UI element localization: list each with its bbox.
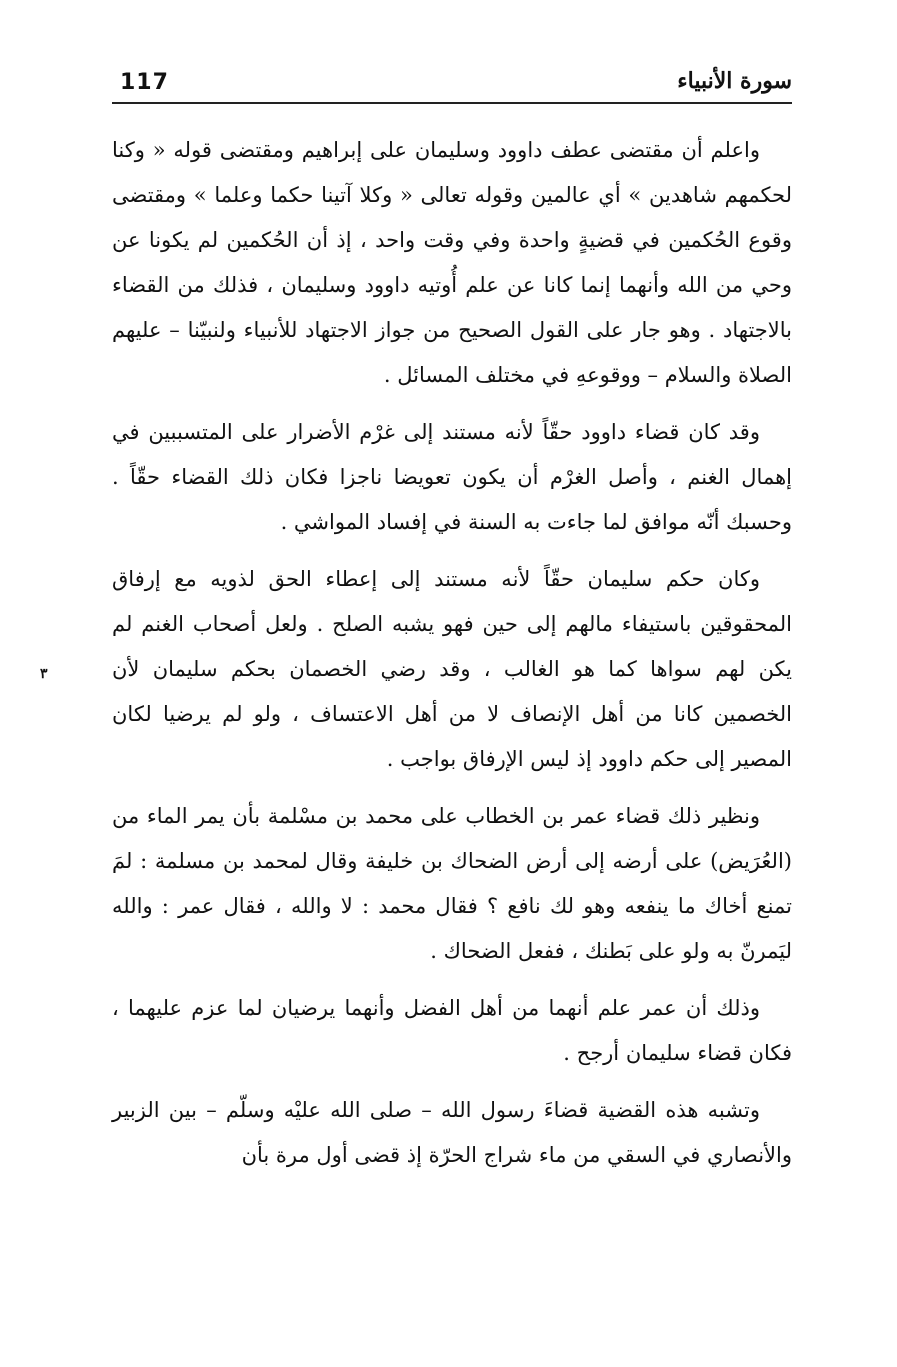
running-title: سورة الأنبياء <box>677 68 792 94</box>
page-number: 117 <box>120 70 169 95</box>
paragraph: وكان حكم سليمان حقّاً لأنه مستند إلى إعطاء الحق لذويه مع إرفاق المحقوقين باستيفاء مالهم إلى حين فهو يشبه الصلح . ولعل أصحاب الغنم لم يكن لهم سواها كما هو الغالب ، وقد رضي الخصمان بحكم سليمان لأن الخصمين كانا من أهل الإنصاف لا من أهل الاعتساف ، ولو لم يرضيا لكان المصير إلى حكم داوود إذ ليس الإرفاق بواجب . <box>112 567 792 771</box>
paragraph: واعلم أن مقتضى عطف داوود وسليمان على إبراهيم ومقتضى قوله « وكنا لحكمهم شاهدين » أي عالمين وقوله تعالى « وكلا آتينا حكما وعلما » ومقتضى وقوع الحُكمين في قضيةٍ واحدة وفي وقت واحد ، إذ أن الحُكمين لم يكونا عن وحي من الله وأنهما إنما كانا عن علم أُوتيه داوود وسليمان ، فذلك من القضاء بالاجتهاد . وهو جار على القول الصحيح من جواز الاجتهاد للأنبياء ولنبيّنا – عليهم الصلاة والسلام – ووقوعهِ في مختلف المسائل . <box>112 138 792 387</box>
paragraph: وقد كان قضاء داوود حقّاً لأنه مستند إلى غرْم الأضرار على المتسببين في إهمال الغنم ، وأصل الغرْم أن يكون تعويضا ناجزا فكان ذلك القضاء حقّاً . وحسبك أنّه موافق لما جاءت به السنة في إفساد المواشي . <box>112 420 792 534</box>
margin-mark: ٣ <box>40 666 48 682</box>
paragraph: وذلك أن عمر علم أنهما من أهل الفضل وأنهما يرضيان لما عزم عليهما ، فكان قضاء سليمان أرجح . <box>112 996 792 1065</box>
page-header <box>112 66 792 104</box>
paragraph: وتشبه هذه القضية قضاءَ رسول الله – صلى الله عليْه وسلّم – بين الزبير والأنصاري في السقي من ماء شراج الحرّة إذ قضى أول مرة بأن <box>112 1098 792 1167</box>
body-text <box>112 128 792 1178</box>
paragraph: ونظير ذلك قضاء عمر بن الخطاب على محمد بن مسْلمة بأن يمر الماء من (العُرَيض) على أرضه إلى أرض الضحاك بن خليفة وقال لمحمد بن مسلمة : لمَ تمنع أخاك ما ينفعه وهو لك نافع ؟ فقال محمد : لا والله ، فقال عمر : والله ليَمرنّ به ولو على بَطنك ، ففعل الضحاك . <box>112 804 792 963</box>
